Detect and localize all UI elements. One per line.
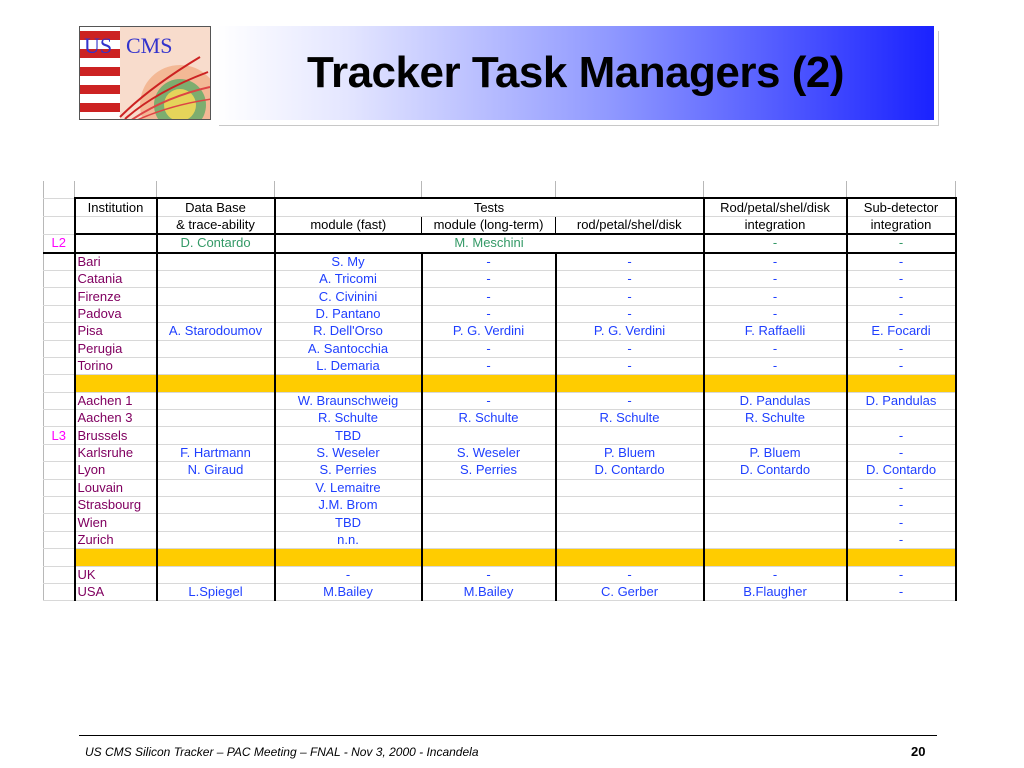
level-cell — [44, 288, 75, 305]
module-long-cell: S. Weseler — [422, 444, 556, 461]
rod-tests-cell: - — [556, 392, 704, 409]
level-cell — [44, 583, 75, 600]
table-row — [44, 514, 956, 531]
task-manager-table — [43, 181, 957, 601]
separator-cell — [704, 375, 847, 392]
table-row — [44, 181, 956, 198]
footer-text: US CMS Silicon Tracker – PAC Meeting – FNAL - Nov 3, 2000 - Incandela — [85, 745, 479, 759]
header-tests: Tests — [275, 198, 704, 216]
header-rod: Rod/petal/shel/disk — [704, 198, 847, 216]
database-cell — [157, 427, 275, 444]
module-fast-cell: A. Tricomi — [275, 270, 422, 287]
module-fast-cell: D. Pantano — [275, 305, 422, 322]
rod-tests-cell — [556, 497, 704, 514]
module-fast-cell: S. My — [275, 253, 422, 271]
rod-integration-cell: - — [704, 340, 847, 357]
database-cell — [157, 288, 275, 305]
institution-cell: Louvain — [75, 479, 157, 496]
module-fast-cell: R. Dell'Orso — [275, 323, 422, 340]
level-cell — [44, 566, 75, 583]
separator-cell — [556, 549, 704, 566]
separator-row — [44, 549, 956, 566]
module-fast-cell: L. Demaria — [275, 357, 422, 374]
separator-cell — [44, 375, 75, 392]
subdet-integration-cell: - — [847, 566, 956, 583]
database-cell: N. Giraud — [157, 462, 275, 479]
level-cell — [44, 444, 75, 461]
module-long-cell: P. G. Verdini — [422, 323, 556, 340]
database-cell — [157, 270, 275, 287]
table-row — [44, 410, 956, 427]
module-fast-cell: TBD — [275, 514, 422, 531]
rod-tests-cell — [556, 479, 704, 496]
separator-cell — [847, 549, 956, 566]
subdet-integration-cell: - — [847, 479, 956, 496]
rod-integration-cell — [704, 497, 847, 514]
subdet-integration-cell: E. Focardi — [847, 323, 956, 340]
table-row — [44, 392, 956, 409]
institution-cell: Torino — [75, 357, 157, 374]
page-number: 20 — [911, 744, 926, 759]
rod-integration-cell — [704, 514, 847, 531]
separator-cell — [157, 375, 275, 392]
subdet-integration-cell: - — [847, 583, 956, 600]
subdet-integration-cell: - — [847, 497, 956, 514]
table-row — [44, 531, 956, 548]
level-cell — [44, 497, 75, 514]
separator-cell — [75, 375, 157, 392]
slide-title: Tracker Task Managers (2) — [307, 48, 844, 97]
module-long-cell: - — [422, 288, 556, 305]
table-row — [44, 444, 956, 461]
rod-integration-cell: - — [704, 288, 847, 305]
separator-cell — [44, 549, 75, 566]
table-row — [44, 566, 956, 583]
rod-tests-cell: - — [556, 288, 704, 305]
institution-cell: Aachen 1 — [75, 392, 157, 409]
module-long-cell: - — [422, 253, 556, 271]
subdet-integration-cell: - — [847, 531, 956, 548]
separator-cell — [157, 549, 275, 566]
subdet-integration-cell: - — [847, 253, 956, 271]
subdet-integration-cell: - — [847, 270, 956, 287]
rod-tests-cell — [556, 427, 704, 444]
database-cell — [157, 566, 275, 583]
level-cell — [44, 253, 75, 271]
database-cell — [157, 305, 275, 322]
rod-tests-cell: C. Gerber — [556, 583, 704, 600]
module-fast-cell: n.n. — [275, 531, 422, 548]
rod-tests-cell: R. Schulte — [556, 410, 704, 427]
separator-cell — [75, 549, 157, 566]
level-l2: L2 — [44, 234, 75, 252]
database-cell — [157, 253, 275, 271]
institution-cell: Wien — [75, 514, 157, 531]
database-cell — [157, 357, 275, 374]
separator-cell — [556, 375, 704, 392]
module-long-cell: S. Perries — [422, 462, 556, 479]
module-fast-cell: S. Perries — [275, 462, 422, 479]
rod-tests-cell: D. Contardo — [556, 462, 704, 479]
table-row — [44, 479, 956, 496]
rod-integration-cell — [704, 479, 847, 496]
footer-divider — [79, 735, 937, 736]
database-cell — [157, 514, 275, 531]
institution-cell: Padova — [75, 305, 157, 322]
separator-cell — [704, 549, 847, 566]
subdet-integration-cell: D. Pandulas — [847, 392, 956, 409]
subdet-integration-cell: - — [847, 514, 956, 531]
module-long-cell: - — [422, 340, 556, 357]
subdet-integration-cell: D. Contardo — [847, 462, 956, 479]
level-cell — [44, 531, 75, 548]
database-cell: L.Spiegel — [157, 583, 275, 600]
subdet-integration-cell: - — [847, 357, 956, 374]
database-cell — [157, 340, 275, 357]
module-fast-cell: J.M. Brom — [275, 497, 422, 514]
level-cell — [44, 462, 75, 479]
module-long-cell: R. Schulte — [422, 410, 556, 427]
rod-tests-cell: - — [556, 566, 704, 583]
subdet-integration-cell: - — [847, 340, 956, 357]
separator-cell — [422, 549, 556, 566]
rod-integration-cell: B.Flaugher — [704, 583, 847, 600]
rod-tests-cell: P. Bluem — [556, 444, 704, 461]
level-cell — [44, 392, 75, 409]
table-row — [44, 497, 956, 514]
subdet-integration-cell: - — [847, 305, 956, 322]
rod-integration-cell: - — [704, 566, 847, 583]
header-module-long: module (long-term) — [422, 216, 556, 234]
module-fast-cell: R. Schulte — [275, 410, 422, 427]
table-row — [44, 340, 956, 357]
rod-integration-cell — [704, 531, 847, 548]
l2-tests: M. Meschini — [275, 234, 704, 252]
level-cell — [44, 340, 75, 357]
module-long-cell — [422, 531, 556, 548]
institution-cell: Aachen 3 — [75, 410, 157, 427]
header-traceability: & trace-ability — [157, 216, 275, 234]
table-row — [44, 288, 956, 305]
module-fast-cell: W. Braunschweig — [275, 392, 422, 409]
logo-cms-text: CMS — [126, 33, 173, 58]
table-row — [44, 305, 956, 322]
level-cell — [44, 270, 75, 287]
separator-cell — [422, 375, 556, 392]
database-cell — [157, 497, 275, 514]
institution-cell: Pisa — [75, 323, 157, 340]
module-long-cell — [422, 479, 556, 496]
subdet-integration-cell: - — [847, 444, 956, 461]
rod-tests-cell: - — [556, 253, 704, 271]
module-long-cell — [422, 497, 556, 514]
database-cell — [157, 531, 275, 548]
module-fast-cell: C. Civinini — [275, 288, 422, 305]
rod-integration-cell: - — [704, 253, 847, 271]
institution-cell: Zurich — [75, 531, 157, 548]
module-fast-cell: S. Weseler — [275, 444, 422, 461]
separator-cell — [275, 375, 422, 392]
module-fast-cell: V. Lemaitre — [275, 479, 422, 496]
table-row — [44, 462, 956, 479]
level-cell — [44, 357, 75, 374]
header-row-1 — [44, 198, 956, 216]
institution-cell: USA — [75, 583, 157, 600]
database-cell — [157, 392, 275, 409]
header-row-2 — [44, 216, 956, 234]
module-long-cell: - — [422, 305, 556, 322]
rod-tests-cell: - — [556, 305, 704, 322]
rod-tests-cell: - — [556, 340, 704, 357]
rod-integration-cell: R. Schulte — [704, 410, 847, 427]
institution-cell: Karlsruhe — [75, 444, 157, 461]
level-cell: L3 — [44, 427, 75, 444]
rod-integration-cell: - — [704, 270, 847, 287]
rod-integration-cell: P. Bluem — [704, 444, 847, 461]
header-rod-integration: integration — [704, 216, 847, 234]
rod-tests-cell: - — [556, 357, 704, 374]
header-rod-tests: rod/petal/shel/disk — [556, 216, 704, 234]
module-long-cell: M.Bailey — [422, 583, 556, 600]
header-institution: Institution — [75, 198, 157, 216]
table-row — [44, 253, 956, 271]
rod-integration-cell: F. Raffaelli — [704, 323, 847, 340]
module-fast-cell: TBD — [275, 427, 422, 444]
header-database: Data Base — [157, 198, 275, 216]
module-long-cell: - — [422, 392, 556, 409]
database-cell — [157, 479, 275, 496]
rod-integration-cell — [704, 427, 847, 444]
separator-row — [44, 375, 956, 392]
module-long-cell: - — [422, 566, 556, 583]
database-cell — [157, 410, 275, 427]
institution-cell: Strasbourg — [75, 497, 157, 514]
rod-integration-cell: D. Contardo — [704, 462, 847, 479]
rod-tests-cell — [556, 531, 704, 548]
table-row — [44, 270, 956, 287]
module-long-cell — [422, 427, 556, 444]
database-cell: F. Hartmann — [157, 444, 275, 461]
institution-cell: Brussels — [75, 427, 157, 444]
separator-cell — [847, 375, 956, 392]
module-long-cell: - — [422, 270, 556, 287]
level-cell — [44, 479, 75, 496]
rod-integration-cell: - — [704, 305, 847, 322]
separator-cell — [275, 549, 422, 566]
level-cell — [44, 305, 75, 322]
table-row — [44, 427, 956, 444]
module-long-cell — [422, 514, 556, 531]
level-cell — [44, 410, 75, 427]
institution-cell: Catania — [75, 270, 157, 287]
subdet-integration-cell — [847, 410, 956, 427]
subdet-integration-cell: - — [847, 288, 956, 305]
header-module-fast: module (fast) — [275, 216, 422, 234]
l2-rod: - — [704, 234, 847, 252]
institution-cell: Lyon — [75, 462, 157, 479]
table-row — [44, 323, 956, 340]
rod-integration-cell: - — [704, 357, 847, 374]
institution-cell: Bari — [75, 253, 157, 271]
database-cell: A. Starodoumov — [157, 323, 275, 340]
module-long-cell: - — [422, 357, 556, 374]
level-cell — [44, 514, 75, 531]
rod-tests-cell: - — [556, 270, 704, 287]
institution-cell: Perugia — [75, 340, 157, 357]
institution-cell: UK — [75, 566, 157, 583]
module-fast-cell: A. Santocchia — [275, 340, 422, 357]
header-subdet: Sub-detector — [847, 198, 956, 216]
logo-us-text: US — [84, 33, 113, 58]
l2-subdet: - — [847, 234, 956, 252]
module-fast-cell: M.Bailey — [275, 583, 422, 600]
us-cms-logo — [79, 26, 211, 120]
rod-integration-cell: D. Pandulas — [704, 392, 847, 409]
level-cell — [44, 323, 75, 340]
l2-row — [44, 234, 956, 252]
institution-cell: Firenze — [75, 288, 157, 305]
table-row — [44, 357, 956, 374]
l2-database: D. Contardo — [157, 234, 275, 252]
header-subdet-integration: integration — [847, 216, 956, 234]
table-row — [44, 583, 956, 600]
subdet-integration-cell: - — [847, 427, 956, 444]
rod-tests-cell: P. G. Verdini — [556, 323, 704, 340]
module-fast-cell: - — [275, 566, 422, 583]
rod-tests-cell — [556, 514, 704, 531]
